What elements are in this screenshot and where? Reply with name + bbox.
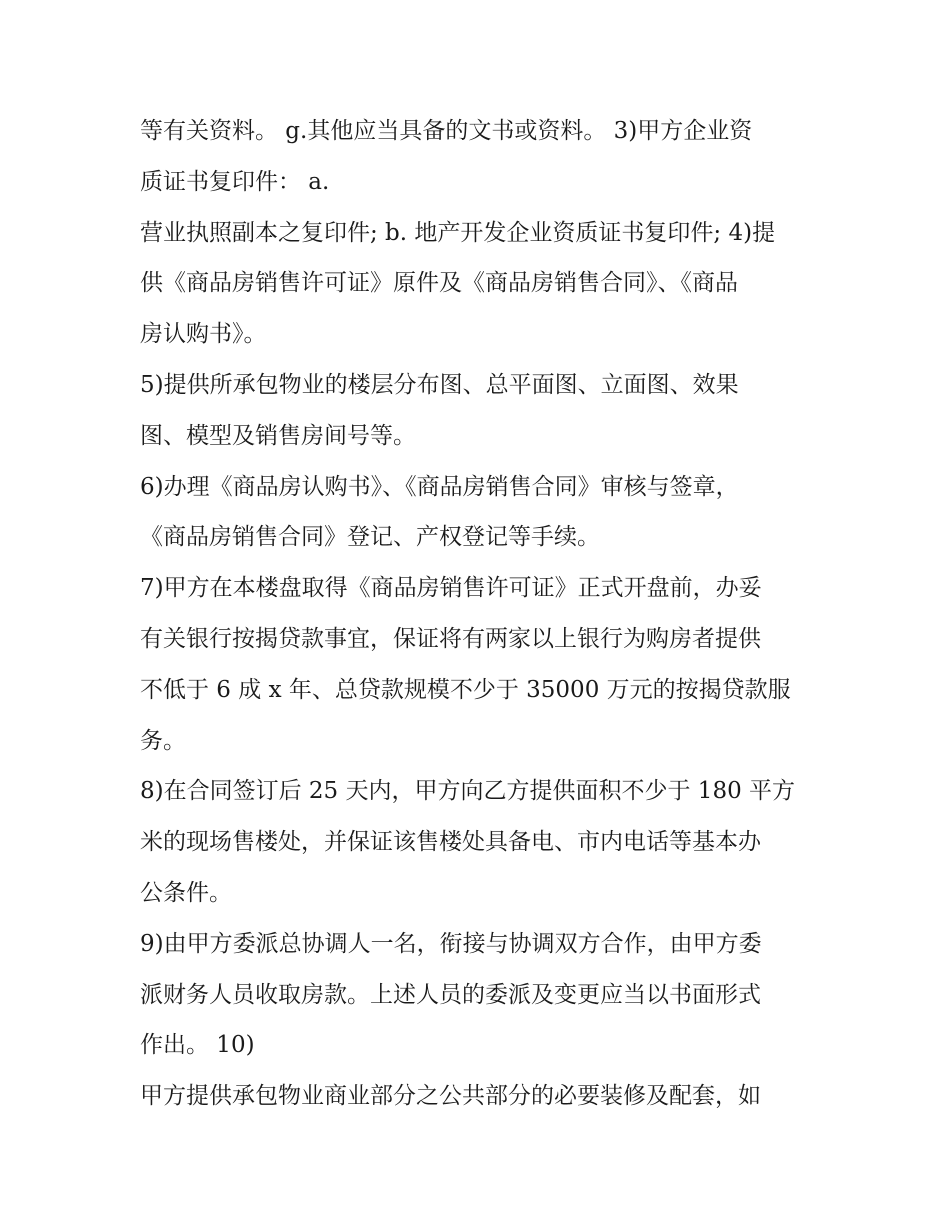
text-line: 作出。 10) bbox=[140, 1032, 255, 1059]
text-line: 质证书复印件： a. bbox=[140, 168, 330, 195]
text-line: 营业执照副本之复印件; b. 地产开发企业资质证书复印件; 4)提 bbox=[140, 219, 776, 246]
text-line: 6)办理《商品房认购书》、《商品房销售合同》审核与签章， bbox=[140, 473, 739, 500]
text-line: 米的现场售楼处，并保证该售楼处具备电、市内电话等基本办 bbox=[140, 829, 761, 856]
text-line: 9)由甲方委派总协调人一名，衔接与协调双方合作，由甲方委 bbox=[140, 930, 762, 957]
text-line: 房认购书》。 bbox=[140, 321, 267, 348]
text-line: 不低于 6 成 x 年、总贷款规模不少于 35000 万元的按揭贷款服 bbox=[140, 676, 791, 703]
text-line: 《商品房销售合同》登记、产权登记等手续。 bbox=[140, 524, 600, 551]
text-line: 公条件。 bbox=[140, 879, 232, 906]
text-line: 7)甲方在本楼盘取得《商品房销售许可证》正式开盘前，办妥 bbox=[140, 575, 762, 602]
text-line: 8)在合同签订后 25 天内，甲方向乙方提供面积不少于 180 平方 bbox=[140, 778, 796, 805]
text-line: 5)提供所承包物业的楼层分布图、总平面图、立面图、效果 bbox=[140, 371, 739, 398]
text-line: 图、模型及销售房间号等。 bbox=[140, 422, 416, 449]
document-body bbox=[140, 106, 820, 1122]
text-line: 务。 bbox=[140, 727, 186, 754]
text-line: 等有关资料。 g.其他应当具备的文书或资料。 3)甲方企业资 bbox=[140, 118, 753, 144]
text-line: 派财务人员收取房款。上述人员的委派及变更应当以书面形式 bbox=[140, 981, 761, 1008]
text-line: 有关银行按揭贷款事宜，保证将有两家以上银行为购房者提供 bbox=[140, 625, 761, 652]
text-line: 供《商品房销售许可证》原件及《商品房销售合同》、《商品 bbox=[140, 270, 738, 297]
text-line: 甲方提供承包物业商业部分之公共部分的必要装修及配套，如 bbox=[140, 1083, 761, 1110]
